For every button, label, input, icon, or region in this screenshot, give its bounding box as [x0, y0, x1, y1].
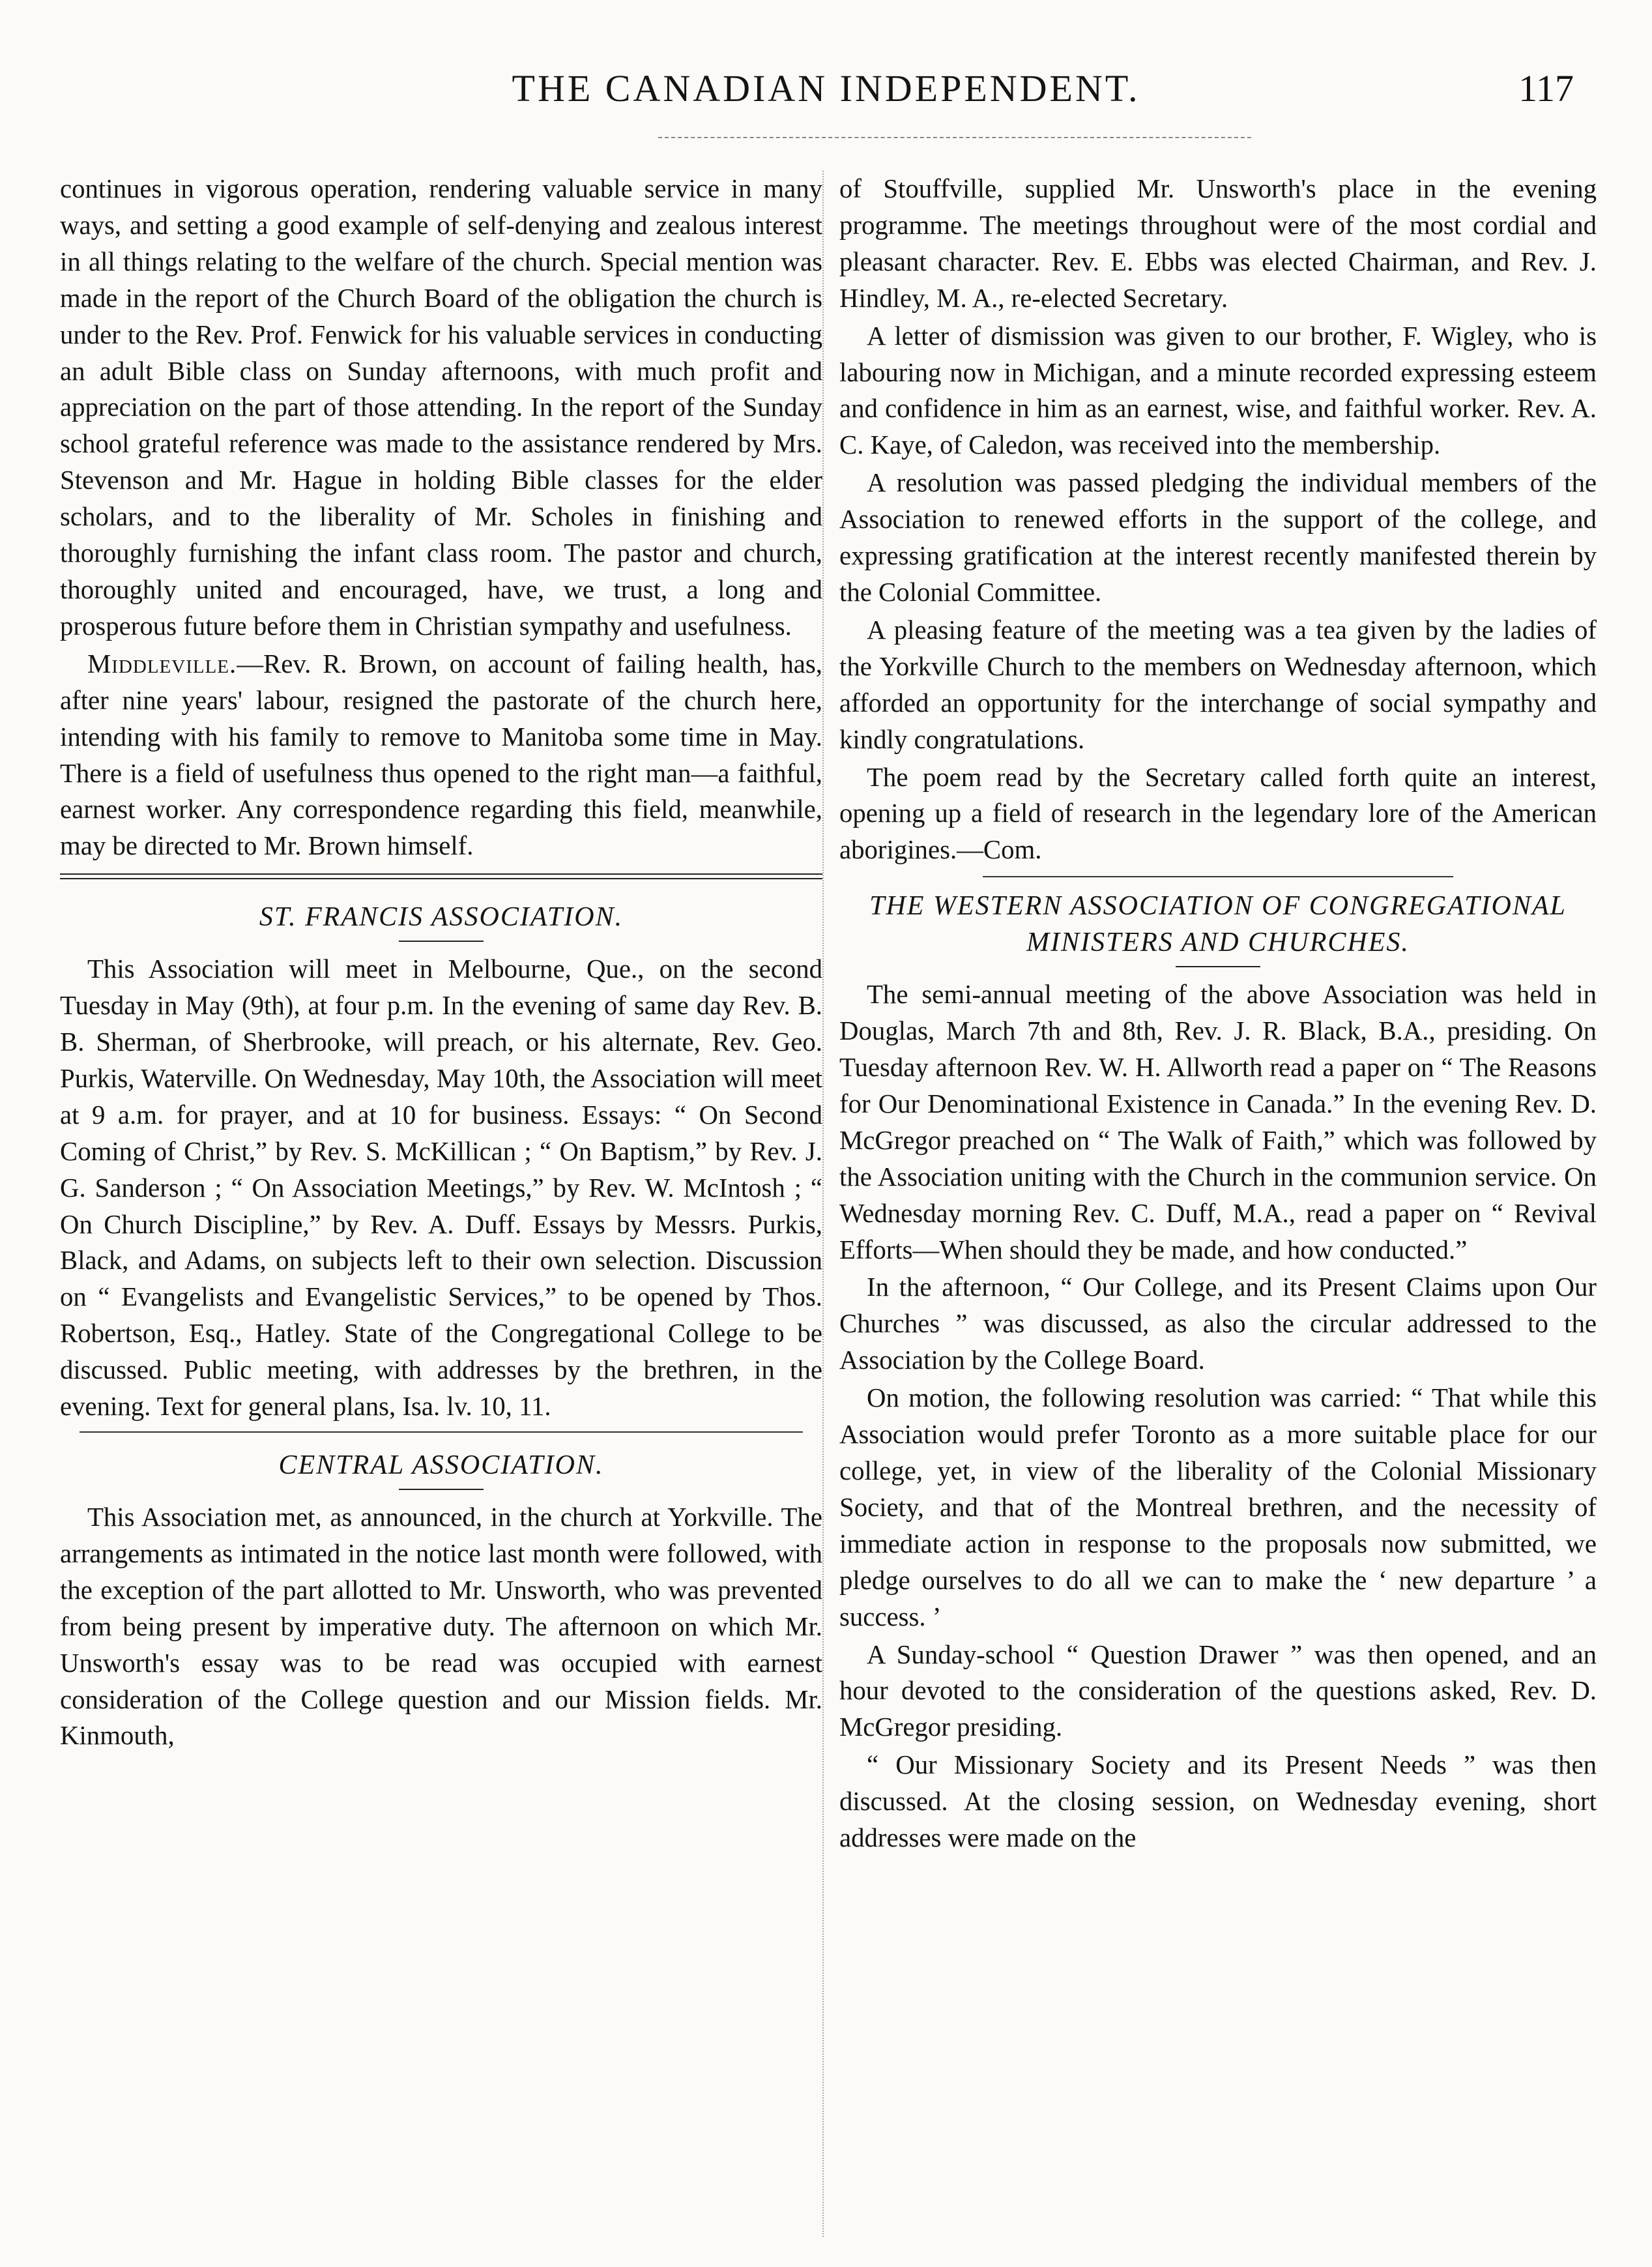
heading-central-association: CENTRAL ASSOCIATION.	[278, 1450, 604, 1480]
western-paragraph-1: The semi-annual meeting of the above Association was held in Douglas, March 7th and 8th, Rev. J. R. Black, B.A., presiding. On Tuesday afternoon Rev. W. H. Allworth read a paper on “ The Reasons for Our Denominational Existence in Canada.” In the evening Rev. D. McGregor preached on “ The Walk of Faith,” which was followed by the Association uniting with the Church in the communion service. On Wednesday morning Rev. C. Duff, M.A., read a paper on “ Revival Efforts—When should they be made, and how conducted.”	[839, 980, 1597, 1265]
heading-underline	[1176, 966, 1260, 967]
section-rule	[983, 876, 1453, 877]
st-francis-paragraph: This Association will meet in Melbourne, Que., on the second Tuesday in May (9th), at four p.m. In the evening of same day Rev. B. B. Sherman, of Sherbrooke, will preach, or his alternate, Rev. Geo. Purkis, Waterville. On Wednesday, May 10th, the Association will meet at 9 a.m. for prayer, and at 10 for business. Essays: “ On Second Coming of Christ,” by Rev. S. McKillican ; “ On Baptism,” by Rev. J. G. Sanderson ; “ On Association Meetings,” by Rev. W. McIntosh ; “ On Church Discipline,” by Rev. A. Duff. Essays by Messrs. Purkis, Black, and Adams, on subjects left to their own selection. Discussion on “ Evangelists and Evangelistic Services,” to be opened by Thos. Robertson, Esq., Hatley. State of the Congregational College to be discussed. Public meeting, with addresses by the brethren, in the evening. Text for general plans, Isa. lv. 10, 11.	[60, 954, 822, 1422]
tea-paragraph: A pleasing feature of the meeting was a tea given by the ladies of the Yorkville Church to the members on Wednesday afternoon, which afforded an opportunity for the interchange of social sympathy and kindly congratulations.	[839, 615, 1597, 754]
left-column	[60, 171, 822, 1754]
resolution-paragraph: A resolution was passed pledging the individual members of the Association to renewed efforts in the support of the college, and expressing gratification at the interest recently manifested therein by the Colonial Committee.	[839, 468, 1597, 607]
running-title: THE CANADIAN INDEPENDENT.	[512, 67, 1140, 110]
heading-underline	[399, 1489, 484, 1490]
page-header	[0, 63, 1652, 115]
central-paragraph: This Association met, as announced, in the church at Yorkville. The arrangements as intimated in the notice last month were followed, with the exception of the part allotted to Mr. Unsworth, who was prevented from being present by imperative duty. The afternoon on which Mr. Unsworth's essay was to be read was occupied with earnest consideration of the College question and our Mission fields. Mr. Kinmouth,	[60, 1502, 822, 1751]
section-rule	[80, 1431, 803, 1433]
heading-underline	[399, 941, 484, 942]
middleville-lead: Middleville.	[87, 649, 237, 679]
western-paragraph-3: On motion, the following resolution was carried: “ That while this Association would prefer Toronto as a more suitable place for our college, yet, in view of the liberality of the Colonial Missionary Society, and that of the Montreal brethren, and the necessity of immediate action in response to the proposals now submitted, we pledge ourselves to do all we can to make the ‘ new departure ’ a success. ’	[839, 1383, 1597, 1631]
column-divider	[822, 171, 824, 2237]
middleville-text: —Rev. R. Brown, on account of failing health, has, after nine years' labour, resigned the pastorate of the church here, intending with his family to remove to Manitoba some time in May. There is a field of usefulness thus opened to the right man—a faithful, earnest worker. Any correspondence regarding this field, meanwhile, may be directed to Mr. Brown himself.	[60, 649, 822, 861]
heading-st-francis-association: ST. FRANCIS ASSOCIATION.	[259, 902, 624, 933]
section-double-rule	[60, 873, 822, 879]
heading-western-association: THE WESTERN ASSOCIATION OF CONGREGATIONAL MINISTERS AND CHURCHES.	[869, 891, 1567, 958]
western-paragraph-2: In the afternoon, “ Our College, and its Present Claims upon Our Churches ” was discussed, as also the circular addressed to the Association by the College Board.	[839, 1272, 1597, 1375]
middleville-paragraph	[60, 646, 822, 864]
western-paragraph-5: “ Our Missionary Society and its Present Needs ” was then discussed. At the closing session, on Wednesday evening, short addresses were made on the	[839, 1750, 1597, 1853]
western-paragraph-4: A Sunday-school “ Question Drawer ” was then opened, and an hour devoted to the consideration of the questions asked, Rev. D. McGregor presiding.	[839, 1639, 1597, 1742]
dismission-paragraph: A letter of dismission was given to our brother, F. Wigley, who is labouring now in Michigan, and a minute recorded expressing esteem and confidence in him as an earnest, wise, and faithful worker. Rev. A. C. Kaye, of Caledon, was received into the membership.	[839, 321, 1597, 460]
right-column	[839, 171, 1597, 1856]
poem-paragraph: The poem read by the Secretary called forth quite an interest, opening up a field of research in the legendary lore of the American aborigines.—Com.	[839, 762, 1597, 865]
page-number: 117	[1518, 67, 1574, 110]
church-report-continuation: continues in vigorous operation, rendering valuable service in many ways, and setting a good example of self-denying and zealous interest in all things relating to the welfare of the church. Special mention was made in the report of the Church Board of the obligation the church is under to the Rev. Prof. Fenwick for his valuable services in conducting an adult Bible class on Sunday afternoons, with much profit and appreciation on the part of those attending. In the report of the Sunday school grateful reference was made to the assistance rendered by Mrs. Stevenson and Mr. Hague in holding Bible classes for the elder scholars, and to the liberality of Mr. Scholes in finishing and thoroughly furnishing the infant class room. The pastor and church, thoroughly united and encouraged, have, we trust, a long and prosperous future before them in Christian sympathy and usefulness.	[60, 174, 822, 641]
central-continuation: of Stouffville, supplied Mr. Unsworth's place in the evening programme. The meetings throughout were of the most cordial and pleasant character. Rev. E. Ebbs was elected Chairman, and Rev. J. Hindley, M. A., re-elected Secretary.	[839, 174, 1597, 313]
header-rule	[658, 137, 1251, 138]
